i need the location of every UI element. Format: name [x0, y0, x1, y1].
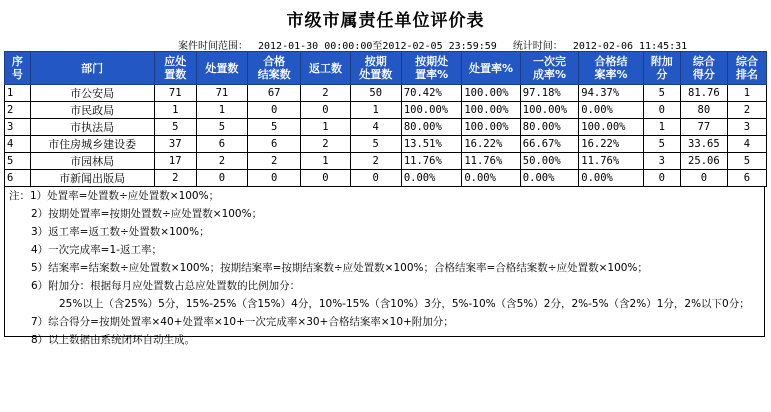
table-cell: 4 — [727, 136, 766, 153]
column-header — [350, 52, 401, 85]
column-header — [30, 52, 154, 85]
table-cell: 4 — [5, 136, 31, 153]
column-header-line2: 置率% — [415, 68, 449, 81]
table-cell: 5 — [727, 153, 766, 170]
table-cell: 0.00% — [579, 102, 644, 119]
column-header — [579, 52, 644, 85]
table-cell: 6 — [248, 136, 301, 153]
column-header-line1: 综合 — [735, 55, 758, 68]
department-cell: 市住房城乡建设委 — [30, 136, 154, 153]
table-cell: 5 — [643, 136, 680, 153]
range-value: 2012-01-30 00:00:00至2012-02-05 23:59:59 — [258, 41, 497, 52]
table-row — [5, 85, 767, 102]
column-header — [680, 52, 727, 85]
column-header-line2: 处置数 — [359, 68, 393, 81]
table-cell: 100.00% — [462, 119, 520, 136]
table-row — [5, 170, 767, 187]
table-cell: 5 — [5, 153, 31, 170]
column-header — [5, 52, 31, 85]
column-header-line1: 综合 — [692, 55, 715, 68]
table-cell: 71 — [196, 85, 247, 102]
table-cell: 50 — [350, 85, 401, 102]
table-cell: 67 — [248, 85, 301, 102]
table-cell: 0.00% — [579, 170, 644, 187]
column-header-line1: 附加 — [650, 55, 673, 68]
column-header-line1: 处置数 — [205, 61, 239, 75]
column-header-line2: 成率% — [533, 68, 567, 81]
table-cell: 70.42% — [401, 85, 462, 102]
note-line: 注：1）处置率=处置数÷应处置数×100%； — [9, 190, 220, 202]
table-cell: 5 — [643, 85, 680, 102]
table-cell: 37 — [154, 136, 196, 153]
note-line: 8）以上数据由系统闭环自动生成。 — [31, 334, 196, 346]
table-cell: 0 — [196, 170, 247, 187]
note-line: 2）按期处置率=按期处置数÷应处置数×100%； — [31, 208, 263, 220]
column-header-line2: 号 — [11, 68, 23, 81]
table-cell: 94.37% — [579, 85, 644, 102]
table-cell: 100.00% — [520, 102, 578, 119]
table-cell: 80.00% — [520, 119, 578, 136]
table-cell: 3 — [727, 119, 766, 136]
table-cell: 1 — [301, 153, 350, 170]
column-header-line2: 分 — [656, 68, 668, 81]
table-cell: 1 — [643, 119, 680, 136]
column-header — [154, 52, 196, 85]
column-header-line1: 应处 — [164, 55, 187, 68]
table-cell: 16.22% — [579, 136, 644, 153]
column-header — [248, 52, 301, 85]
table-cell: 0 — [643, 170, 680, 187]
table-cell: 97.18% — [520, 85, 578, 102]
table-cell: 0 — [680, 170, 727, 187]
column-header-line2: 得分 — [692, 68, 715, 81]
table-cell: 66.67% — [520, 136, 578, 153]
table-cell: 0.00% — [462, 170, 520, 187]
column-header-line2: 置数 — [164, 68, 187, 81]
note-line: 7）综合得分=按期处置率×40+处置率×10+一次完成率×30+合格结案率×10+附加分； — [31, 316, 454, 328]
stat-label: 统计时间： — [512, 41, 563, 52]
table-row — [5, 102, 767, 119]
table-cell: 80 — [680, 102, 727, 119]
table-cell: 0 — [248, 170, 301, 187]
note-line: 4）一次完成率=1-返工率； — [31, 244, 162, 256]
table-cell: 6 — [727, 170, 766, 187]
department-cell: 市园林局 — [30, 153, 154, 170]
table-cell: 0 — [301, 170, 350, 187]
page-title: 市级市属责任单位评价表 — [286, 11, 485, 31]
table-cell: 2 — [727, 102, 766, 119]
column-header-line2: 结案数 — [257, 68, 291, 81]
column-header — [520, 52, 578, 85]
department-cell: 市执法局 — [30, 119, 154, 136]
table-cell: 3 — [643, 153, 680, 170]
table-header-row — [5, 52, 767, 85]
column-header-line1: 序 — [11, 55, 23, 68]
table-row — [5, 136, 767, 153]
table-cell: 3 — [5, 119, 31, 136]
column-header-line1: 返工数 — [308, 61, 342, 75]
note-line: 5）结案率=结案数÷应处置数×100%；按期结案率=按期结案数÷应处置数×100%；合格结案率=合格结案数÷应处置数×100%； — [31, 262, 648, 274]
table-cell: 25.06 — [680, 153, 727, 170]
table-cell: 2 — [301, 136, 350, 153]
table-cell: 0.00% — [401, 170, 462, 187]
column-header-line1: 合格结 — [594, 55, 628, 68]
table-cell: 2 — [196, 153, 247, 170]
range-label: 案件时间范围： — [178, 41, 248, 52]
table-cell: 11.76% — [579, 153, 644, 170]
table-cell: 2 — [350, 153, 401, 170]
table-cell: 71 — [154, 85, 196, 102]
column-header-line2: 案率% — [594, 68, 628, 81]
table-cell: 50.00% — [520, 153, 578, 170]
table-cell: 1 — [301, 119, 350, 136]
note-line: 25%以上（含25%）5分，15%-25%（含15%）4分，10%-15%（含10%）3分，5%-10%（含5%）2分，2%-5%（含2%）1分，2%以下0分； — [59, 298, 750, 310]
table-cell: 13.51% — [401, 136, 462, 153]
stat-value: 2012-02-06 11:45:31 — [572, 41, 688, 52]
table-cell: 6 — [196, 136, 247, 153]
table-cell: 1 — [350, 102, 401, 119]
column-header — [727, 52, 766, 85]
table-cell: 77 — [680, 119, 727, 136]
table-cell: 100.00% — [462, 85, 520, 102]
column-header-line1: 部门 — [81, 61, 104, 75]
table-cell: 0 — [643, 102, 680, 119]
evaluation-table — [4, 51, 767, 187]
table-cell: 5 — [248, 119, 301, 136]
table-cell: 11.76% — [462, 153, 520, 170]
table-cell: 100.00% — [401, 102, 462, 119]
column-header-line1: 按期处 — [415, 55, 449, 68]
note-line: 6）附加分：根据每月应处置数占总应处置数的比例加分： — [31, 280, 301, 292]
table-row — [5, 153, 767, 170]
table-cell: 5 — [154, 119, 196, 136]
table-cell: 5 — [350, 136, 401, 153]
department-cell: 市民政局 — [30, 102, 154, 119]
table-cell: 81.76 — [680, 85, 727, 102]
column-header-line1: 处置率% — [469, 61, 514, 75]
column-header — [401, 52, 462, 85]
table-cell: 0 — [350, 170, 401, 187]
table-cell: 2 — [248, 153, 301, 170]
note-line: 3）返工率=返工数÷处置数×100%； — [31, 226, 210, 238]
column-header-line1: 一次完 — [533, 55, 567, 68]
table-cell: 4 — [350, 119, 401, 136]
table-cell: 17 — [154, 153, 196, 170]
table-body — [5, 85, 767, 187]
department-cell: 市新闻出版局 — [30, 170, 154, 187]
table-cell: 80.00% — [401, 119, 462, 136]
table-cell: 2 — [154, 170, 196, 187]
table-cell: 2 — [5, 102, 31, 119]
column-header — [301, 52, 350, 85]
table-cell: 33.65 — [680, 136, 727, 153]
table-row — [5, 119, 767, 136]
column-header-line2: 排名 — [735, 68, 758, 81]
table-cell: 2 — [301, 85, 350, 102]
table-cell: 100.00% — [579, 119, 644, 136]
table-cell: 16.22% — [462, 136, 520, 153]
column-header — [196, 52, 247, 85]
column-header-line1: 按期 — [364, 55, 387, 68]
table-cell: 0 — [301, 102, 350, 119]
column-header — [462, 52, 520, 85]
table-cell: 1 — [5, 85, 31, 102]
table-cell: 100.00% — [462, 102, 520, 119]
table-cell: 0.00% — [520, 170, 578, 187]
department-cell: 市公安局 — [30, 85, 154, 102]
table-cell: 1 — [727, 85, 766, 102]
table-cell: 1 — [154, 102, 196, 119]
column-header-line1: 合格 — [263, 55, 286, 68]
table-cell: 5 — [196, 119, 247, 136]
report-meta — [178, 37, 697, 52]
table-cell: 0 — [248, 102, 301, 119]
table-cell: 6 — [5, 170, 31, 187]
table-cell: 1 — [196, 102, 247, 119]
column-header — [643, 52, 680, 85]
notes-section — [4, 187, 765, 346]
table-cell: 11.76% — [401, 153, 462, 170]
